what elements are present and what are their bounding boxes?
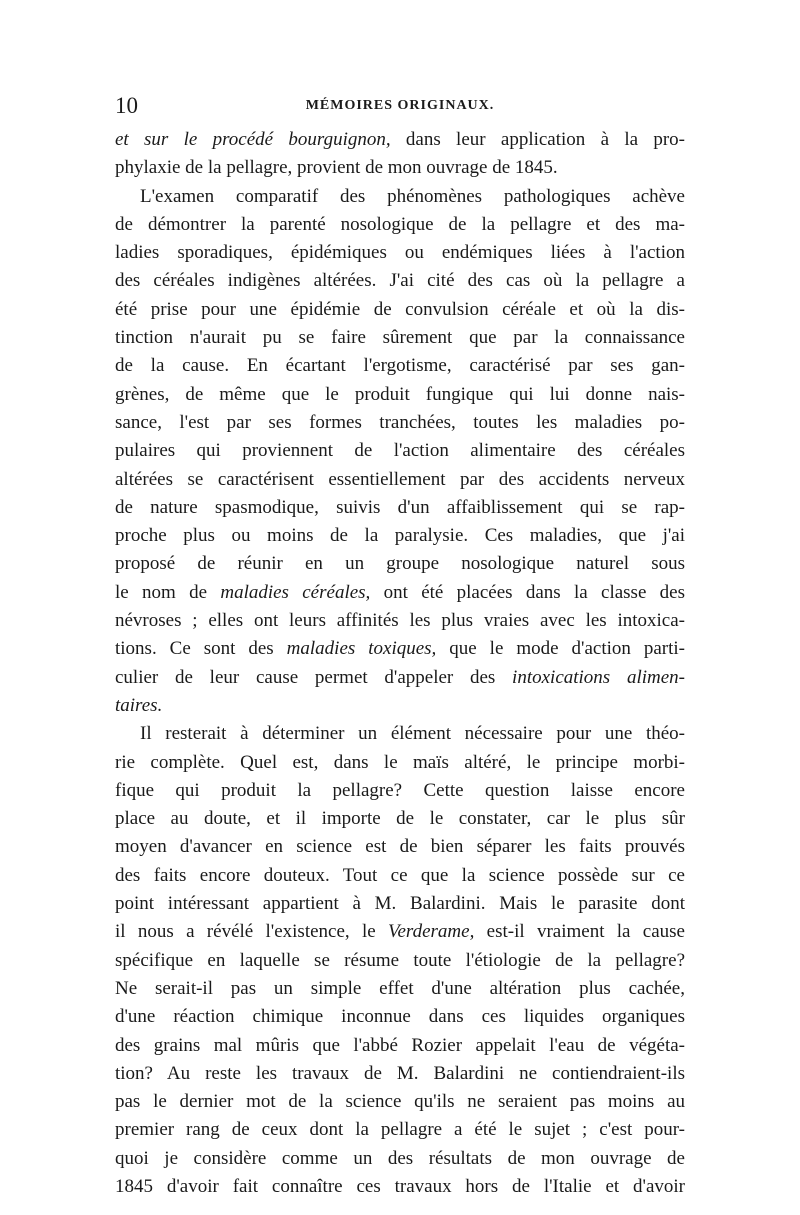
text-line	[115, 522, 685, 550]
text-line	[115, 607, 685, 635]
running-head	[115, 92, 685, 126]
text-span: de nature spasmodique, suivis d'un affaiblissement qui se rap-	[115, 496, 685, 518]
text-line	[115, 352, 685, 380]
text-span: tinction n'aurait pu se faire sûrement que par la connaissance	[115, 327, 685, 349]
running-title: MÉMOIRES ORIGINAUX.	[305, 98, 495, 113]
text-span: des grains mal mûris que l'abbé Rozier appelait l'eau de végéta-	[115, 1034, 685, 1056]
text-span: fique qui produit la pellagre? Cette question laisse encore	[115, 779, 685, 801]
text-line	[115, 947, 685, 975]
text-line	[115, 296, 685, 324]
text-span: névroses ; elles ont leurs affinités les plus vraies avec les intoxica-	[115, 610, 685, 632]
text-line	[115, 1003, 685, 1031]
text-span: été prise pour une épidémie de convulsion céréale et où la dis-	[115, 298, 685, 320]
text-line	[115, 692, 685, 720]
text-span: place au doute, et il importe de le constater, car le plus sûr	[115, 808, 685, 830]
text-span: culier de leur cause permet d'appeler des	[115, 666, 513, 688]
text-span: L'examen comparatif des phénomènes pathologiques achève	[140, 185, 685, 207]
text-span: est-il vraiment la cause	[474, 921, 685, 943]
text-span: Ne serait-il pas un simple effet d'une altération plus cachée,	[115, 977, 685, 999]
italic-span: taires.	[115, 694, 163, 716]
text-line	[115, 720, 685, 748]
text-line	[115, 1116, 685, 1144]
text-span: Il resterait à déterminer un élément nécessaire pour une théo-	[140, 723, 685, 745]
text-line	[115, 437, 685, 465]
text-line	[115, 409, 685, 437]
text-line	[115, 890, 685, 918]
text-line	[115, 749, 685, 777]
text-span: proche plus ou moins de la paralysie. Ces maladies, que j'ai	[115, 525, 685, 547]
text-span: quoi je considère comme un des résultats de mon ouvrage de	[115, 1147, 685, 1169]
text-span: premier rang de ceux dont la pellagre a été le sujet ; c'est pour-	[115, 1119, 685, 1141]
text-line	[115, 664, 685, 692]
italic-span: maladies toxiques,	[286, 638, 437, 660]
text-span: point intéressant appartient à M. Balardini. Mais le parasite dont	[115, 893, 685, 915]
text-line	[115, 324, 685, 352]
text-line	[115, 211, 685, 239]
text-line	[115, 805, 685, 833]
text-line	[115, 466, 685, 494]
text-line	[115, 579, 685, 607]
text-line	[115, 635, 685, 663]
text-span: rie complète. Quel est, dans le maïs altéré, le principe morbi-	[115, 751, 685, 773]
body-text	[115, 126, 685, 1201]
text-span: grènes, de même que le produit fungique qui lui donne nais-	[115, 383, 685, 405]
text-span: proposé de réunir en un groupe nosologique naturel sous	[115, 553, 685, 575]
text-line	[115, 1088, 685, 1116]
text-line	[115, 1060, 685, 1088]
italic-span: Verderame,	[387, 921, 475, 943]
text-span: que le mode d'action parti-	[436, 638, 685, 660]
text-span: de démontrer la parenté nosologique de la pellagre et des ma-	[115, 213, 685, 235]
text-span: moyen d'avancer en science est de bien séparer les faits prouvés	[115, 836, 685, 858]
text-span: des céréales indigènes altérées. J'ai cité des cas où la pellagre a	[115, 270, 685, 292]
text-line	[115, 918, 685, 946]
text-line	[115, 862, 685, 890]
text-span: altérées se caractérisent essentiellement par des accidents nerveux	[115, 468, 685, 490]
text-line	[115, 1032, 685, 1060]
text-span: sance, l'est par ses formes tranchées, toutes les maladies po-	[115, 411, 685, 433]
text-line	[115, 1173, 685, 1201]
text-span: ont été placées dans la classe des	[370, 581, 686, 603]
text-span: de la cause. En écartant l'ergotisme, caractérisé par ses gan-	[115, 355, 685, 377]
text-line	[115, 777, 685, 805]
text-span: phylaxie de la pellagre, provient de mon ouvrage de 1845.	[115, 157, 558, 179]
text-line	[115, 267, 685, 295]
italic-span: maladies céréales,	[220, 581, 371, 603]
text-line	[115, 183, 685, 211]
text-span: tion? Au reste les travaux de M. Balardini ne contiendraient-ils	[115, 1062, 685, 1084]
text-line	[115, 550, 685, 578]
text-line	[115, 154, 685, 182]
text-line	[115, 126, 685, 154]
text-line	[115, 239, 685, 267]
text-span: 1845 d'avoir fait connaître ces travaux hors de l'Italie et d'avoir	[115, 1175, 685, 1197]
text-span: ladies sporadiques, épidémiques ou endémiques liées à l'action	[115, 242, 685, 264]
text-span: dans leur application à la pro-	[390, 129, 685, 150]
text-span: d'une réaction chimique inconnue dans ces liquides organiques	[115, 1006, 685, 1028]
italic-span: intoxications alimen-	[512, 666, 685, 688]
text-line	[115, 1145, 685, 1173]
text-span: tions. Ce sont des	[115, 638, 287, 660]
text-span: il nous a révélé l'existence, le	[115, 921, 388, 943]
text-line	[115, 833, 685, 861]
text-line	[115, 975, 685, 1003]
italic-span: et sur le procédé bourguignon,	[115, 129, 391, 150]
text-line	[115, 494, 685, 522]
text-span: des faits encore douteux. Tout ce que la science possède sur ce	[115, 864, 685, 886]
text-span: pulaires qui proviennent de l'action alimentaire des céréales	[115, 440, 685, 462]
text-span: spécifique en laquelle se résume toute l'étiologie de la pellagre?	[115, 949, 685, 971]
text-span: pas le dernier mot de la science qu'ils ne seraient pas moins au	[115, 1091, 685, 1113]
text-line	[115, 381, 685, 409]
book-page	[115, 92, 685, 1201]
text-span: le nom de	[115, 581, 221, 603]
page-number: 10	[115, 93, 138, 118]
